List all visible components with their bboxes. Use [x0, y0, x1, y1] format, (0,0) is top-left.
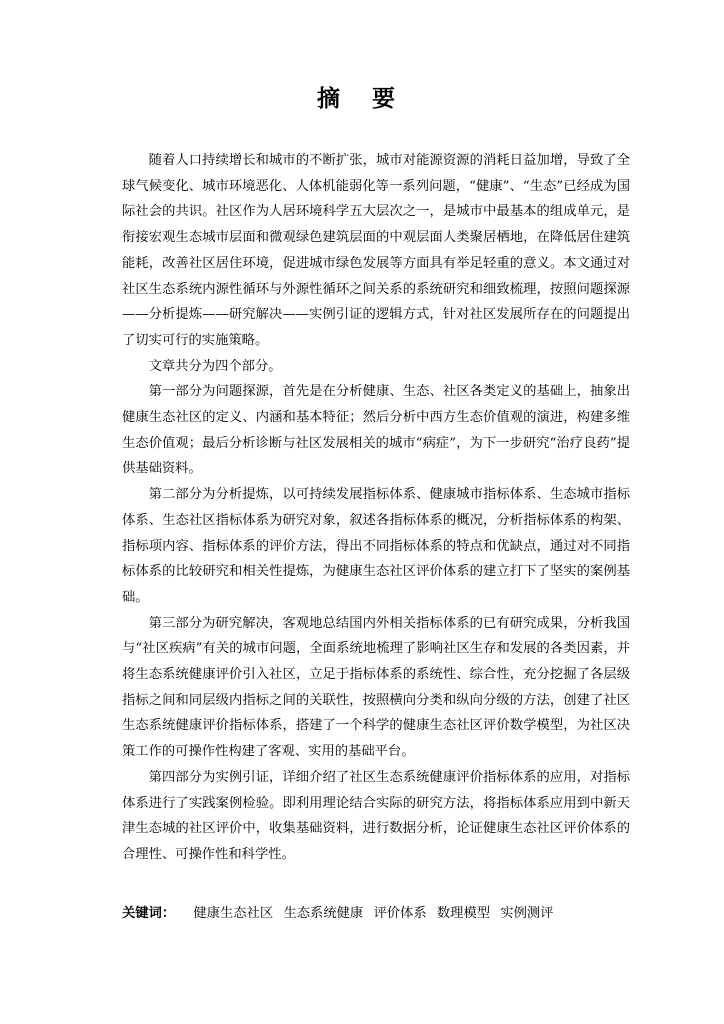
page-title: 摘 要 [316, 86, 407, 112]
abstract-paragraph-3: 第一部分为问题探源，首先是在分析健康、生态、社区各类定义的基础上，抽象出健康生态社区的定义、内涵和基本特征；然后分析中西方生态价值观的演进，构建多维生态价值观；最后分析诊断与社区发展相关的城市“病症”，为下一步研究“治疗良药”提供基础资料。 [122, 384, 630, 477]
abstract-paragraph-5: 第三部分为研究解决，客观地总结国内外相关指标体系的已有研究成果，分析我国与“社区疾病”有关的城市问题，全面系统地梳理了影响社区生存和发展的各类因素，并将生态系统健康评价引入社区，立足于指标体系的系统性、综合性，充分挖掘了各层级指标之间和同层级内指标之间的关联性，按照横向分类和纵向分级的方法，创建了社区生态系统健康评价指标体系，搭建了一个科学的健康生态社区评价数学模型，为社区决策工作的可操作性构建了客观、实用的基础平台。 [122, 615, 630, 760]
keyword-item: 实例测评 [500, 906, 554, 921]
keywords-label: 关键词： [122, 906, 176, 921]
abstract-paragraph-4: 第二部分为分析提炼，以可持续发展指标体系、健康城市指标体系、生态城市指标体系、生态社区指标体系为研究对象，叙述各指标体系的概况，分析指标体系的构架、指标项内容、指标体系的评价方法，得出不同指标体系的特点和优缺点，通过对不同指标体系的比较研究和相关性提炼，为健康生态社区评价体系的建立打下了坚实的案例基础。 [122, 487, 630, 605]
keywords-line [122, 902, 642, 926]
keyword-item: 生态系统健康 [283, 906, 364, 921]
keyword-item: 评价体系 [373, 906, 427, 921]
abstract-body [122, 148, 630, 868]
abstract-paragraph-6: 第四部分为实例引证，详细介绍了社区生态系统健康评价指标体系的应用，对指标体系进行了实践案例检验。即利用理论结合实际的研究方法，将指标体系应用到中新天津生态城的社区评价中，收集基础资料，进行数据分析，论证健康生态社区评价体系的合理性、可操作性和科学性。 [122, 769, 630, 862]
abstract-paragraph-1: 随着人口持续增长和城市的不断扩张，城市对能源资源的消耗日益加增，导致了全球气候变化、城市环境恶化、人体机能弱化等一系列问题，“健康”、“生态”已经成为国际社会的共识。社区作为人居环境科学五大层次之一，是城市中最基本的组成单元，是衔接宏观生态城市层面和微观绿色建筑层面的中观层面人类聚居栖地，在降低居住建筑能耗，改善社区居住环境，促进城市绿色发展等方面具有举足轻重的意义。本文通过对社区生态系统内源性循环与外源性循环之间关系的系统研究和细致梳理，按照问题探源——分析提炼——研究解决——实例引证的逻辑方式，针对社区发展所存在的问题提出了切实可行的实施策略。 [122, 153, 630, 348]
keyword-item: 健康生态社区 [193, 906, 274, 921]
abstract-paragraph-2: 文章共分为四个部分。 [148, 358, 282, 374]
keyword-item: 数理模型 [436, 906, 491, 921]
